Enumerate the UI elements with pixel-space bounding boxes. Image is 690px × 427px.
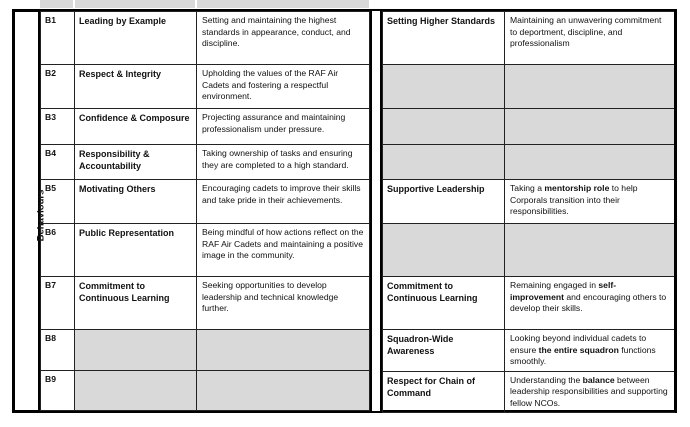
column-gap: [370, 11, 382, 411]
table-row: [41, 180, 370, 224]
table-row: [41, 145, 370, 180]
table-row: [383, 371, 675, 413]
table-row: [41, 277, 370, 330]
behaviours-side-column: [12, 10, 47, 412]
row-code: B1: [41, 12, 75, 65]
next-level-label-empty: [383, 145, 505, 180]
table-row: [41, 371, 370, 411]
row-description-empty: [197, 330, 370, 371]
row-code: B6: [41, 224, 75, 277]
top-gray-cell: [40, 0, 73, 8]
next-level-label-empty: [383, 109, 505, 145]
row-label-empty: [75, 330, 197, 371]
row-code: B8: [41, 330, 75, 371]
row-code: B3: [41, 109, 75, 145]
row-label-empty: [75, 371, 197, 411]
next-level-label: Commitment to Continuous Learning: [383, 277, 505, 330]
row-label: Responsibility & Accountability: [75, 145, 197, 180]
row-code: B5: [41, 180, 75, 224]
right-border: [674, 10, 677, 412]
row-label: Public Representation: [75, 224, 197, 277]
row-description: Seeking opportunities to develop leadership and technical knowledge further.: [197, 277, 370, 330]
next-level-label: Setting Higher Standards: [383, 12, 505, 65]
next-level-description-empty: [505, 65, 675, 109]
next-level-description: Looking beyond individual cadets to ensure the entire squadron functions smoothly.: [505, 330, 675, 372]
table-row: [41, 224, 370, 277]
row-description: Encouraging cadets to improve their skills and take pride in their achievements.: [197, 180, 370, 224]
next-level-label: Supportive Leadership: [383, 180, 505, 224]
right-table: [382, 11, 675, 413]
row-code: B7: [41, 277, 75, 330]
table-row: [41, 12, 370, 65]
table-row: [383, 277, 675, 330]
row-description: Taking ownership of tasks and ensuring they are completed to a high standard.: [197, 145, 370, 180]
next-level-description: Remaining engaged in self-improvement and encouraging others to develop their skills.: [505, 277, 675, 330]
row-description: Being mindful of how actions reflect on the RAF Air Cadets and maintaining a positive image in the community.: [197, 224, 370, 277]
table-row: [383, 330, 675, 372]
next-level-label-empty: [383, 224, 505, 277]
next-level-description: Taking a mentorship role to help Corporals transition into their responsibilities.: [505, 180, 675, 224]
row-code: B4: [41, 145, 75, 180]
next-level-description-empty: [505, 145, 675, 180]
row-label: Commitment to Continuous Learning: [75, 277, 197, 330]
table-row: [383, 180, 675, 224]
row-description-empty: [197, 371, 370, 411]
row-code: B2: [41, 65, 75, 109]
table-row: [383, 65, 675, 109]
row-description: Projecting assurance and maintaining professionalism under pressure.: [197, 109, 370, 145]
row-description: Upholding the values of the RAF Air Cadets and fostering a respectful environment.: [197, 65, 370, 109]
top-gray-cell: [197, 0, 369, 8]
next-level-description-empty: [505, 224, 675, 277]
row-label: Leading by Example: [75, 12, 197, 65]
table-row: [383, 145, 675, 180]
next-level-label-empty: [383, 65, 505, 109]
table-row: [383, 224, 675, 277]
next-level-label: Squadron-Wide Awareness: [383, 330, 505, 372]
row-label: Respect & Integrity: [75, 65, 197, 109]
row-label: Motivating Others: [75, 180, 197, 224]
side-label: Behaviours: [35, 189, 47, 242]
table-row: [41, 109, 370, 145]
table-row: [383, 109, 675, 145]
row-label: Confidence & Composure: [75, 109, 197, 145]
next-level-description-empty: [505, 109, 675, 145]
top-gray-cell: [75, 0, 195, 8]
next-level-description: Understanding the balance between leadership responsibilities and supporting fellow NCOs.: [505, 371, 675, 413]
left-table: [40, 11, 370, 411]
next-level-description: Maintaining an unwavering commitment to deportment, discipline, and professionalism: [505, 12, 675, 65]
row-code: B9: [41, 371, 75, 411]
next-level-label: Respect for Chain of Command: [383, 371, 505, 413]
table-row: [41, 65, 370, 109]
row-description: Setting and maintaining the highest standards in appearance, conduct, and discipline.: [197, 12, 370, 65]
table-row: [383, 12, 675, 65]
table-row: [41, 330, 370, 371]
